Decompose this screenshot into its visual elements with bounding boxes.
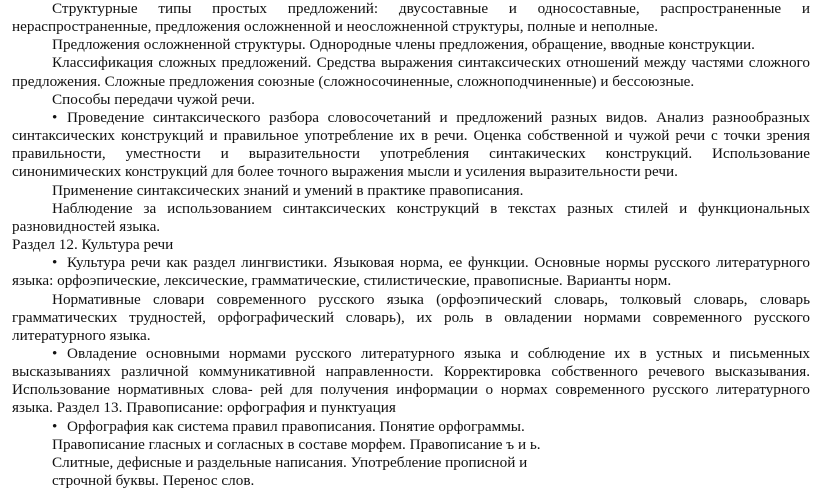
bullet-icon: • xyxy=(52,344,58,362)
bullet-icon: • xyxy=(52,254,58,272)
paragraph-complicated-structure: Предложения осложненной структуры. Однородные члены предложения, обращение, вводные конструкции. xyxy=(52,36,755,54)
bullet-item-orthography xyxy=(12,418,810,436)
paragraph-simple-sentence-types: Структурные типы простых предложений: двусоставные и односоставные, распространенные и нераспространенные, предложения осложненной и неосложненной структуры, полные и неполные. xyxy=(12,0,810,36)
bullet-item-speech-culture xyxy=(12,254,810,290)
paragraph-vowels-consonants: Правописание гласных и согласных в составе морфем. Правописание ъ и ь. xyxy=(52,435,541,453)
paragraph-syntax-application: Применение синтаксических знаний и умений в практике правописания. xyxy=(52,181,524,199)
paragraph-word-hyphenation: строчной буквы. Перенос слов. xyxy=(52,472,255,490)
paragraph-spelling-types: Слитные, дефисные и раздельные написания. Употребление прописной и xyxy=(52,453,528,471)
paragraph-syntax-observation: Наблюдение за использованием синтаксических конструкций в текстах разных стилей и функциональных разновидностей языка. xyxy=(12,199,810,235)
bullet-icon: • xyxy=(52,108,58,126)
paragraph-normative-dictionaries: Нормативные словари современного русского языка (орфоэпический словарь, толковый словарь, словарь грамматических трудностей, орфографический словарь), их роль в овладении нормами современного русского литературного языка. xyxy=(12,290,810,344)
bullet-item-syntax-analysis xyxy=(12,109,810,182)
bullet-text: Овладение основными нормами русского литературного языка и соблюдение их в устных и письменных высказываниях различной коммуникативной направленности. Корректировка собственного речевого высказывания. Использование нормативных слова- рей для получения информации о нормах современного русского литературного языка. Раздел 13. Правописание: орфография и пунктуация xyxy=(12,344,810,417)
bullet-text: Проведение синтаксического разбора словосочетаний и предложений разных видов. Анализ разнообразных синтаксических конструкций и правильное употребление их в речи. Оценка собственной и чужой речи с точки зрения правильности, уместности и выразительности употребления синтакических конструкций. Использование синонимических конструкций для более точного выражения мысли и усиления выразительности речи. xyxy=(12,108,810,181)
bullet-item-mastering-norms xyxy=(12,345,810,418)
bullet-text: Орфография как система правил правописания. Понятие орфограммы. xyxy=(67,417,525,435)
paragraph-complex-sentence-classification: Классификация сложных предложений. Средства выражения синтаксических отношений между частями сложного предложения. Сложные предложения союзные (сложносочиненные, сложноподчиненные) и бессоюзные. xyxy=(12,54,810,90)
bullet-text: Культура речи как раздел лингвистики. Языковая норма, ее функции. Основные нормы русского литературного языка: орфоэпические, лексические, грамматические, стилистические, правописные. Варианты норм. xyxy=(12,254,810,290)
bullet-icon: • xyxy=(52,417,58,435)
section-heading-12: Раздел 12. Культура речи xyxy=(12,236,174,254)
paragraph-reported-speech: Способы передачи чужой речи. xyxy=(52,90,255,108)
